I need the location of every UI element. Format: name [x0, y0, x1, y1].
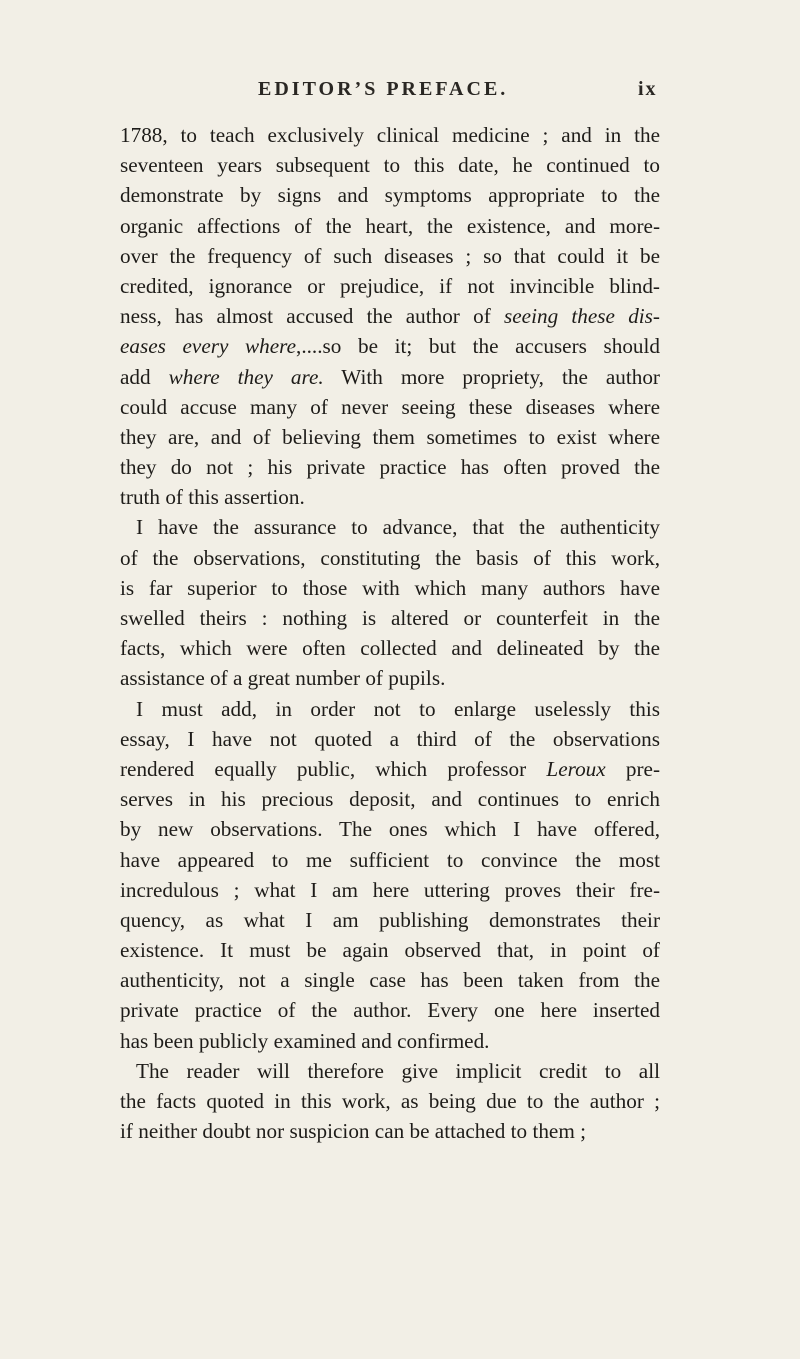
text-run: serves in his precious deposit, and continues to enrich	[120, 787, 660, 812]
text-run: of the observations, constituting the basis of this work,	[120, 545, 660, 570]
text-run: pre-	[605, 756, 660, 781]
text-line	[120, 1056, 660, 1086]
text-line	[120, 331, 660, 361]
text-line	[120, 603, 660, 633]
text-line	[120, 180, 660, 210]
text-line	[120, 422, 660, 452]
text-run: could accuse many of never seeing these diseases where	[120, 394, 660, 419]
text-line	[120, 120, 660, 150]
text-line	[120, 845, 660, 875]
text-run: add	[120, 364, 169, 389]
text-line	[120, 452, 660, 482]
text-line	[120, 271, 660, 301]
text-line	[120, 512, 660, 542]
paragraph	[120, 120, 660, 512]
text-line	[120, 754, 660, 784]
text-line	[120, 1026, 660, 1056]
paragraph	[120, 694, 660, 1056]
text-run: is far superior to those with which many authors have	[120, 575, 660, 600]
text-run: assistance of a great number of pupils.	[120, 666, 446, 691]
text-run: credited, ignorance or prejudice, if not invincible blind-	[120, 273, 660, 298]
paragraph	[120, 1056, 660, 1147]
text-run: rendered equally public, which professor	[120, 756, 547, 781]
text-run: has been publicly examined and confirmed.	[120, 1028, 490, 1053]
text-line	[120, 211, 660, 241]
text-run: if neither doubt nor suspicion can be attached to them ;	[120, 1119, 586, 1144]
page-number: ix	[638, 78, 658, 100]
text-run: they are, and of believing them sometimes to exist where	[120, 424, 660, 449]
text-run: ,....so be it; but the accusers should	[296, 334, 661, 359]
text-run: by new observations. The ones which I have offered,	[120, 817, 660, 842]
text-run: over the frequency of such diseases ; so that could it be	[120, 243, 660, 268]
paragraph	[120, 512, 660, 693]
text-line	[120, 392, 660, 422]
text-line	[120, 362, 660, 392]
text-run: incredulous ; what I am here uttering proves their fre-	[120, 877, 660, 902]
text-run: seventeen years subsequent to this date, he continued to	[120, 153, 660, 178]
text-line	[120, 784, 660, 814]
text-run: private practice of the author. Every one here inserted	[120, 998, 660, 1023]
running-head	[0, 78, 800, 108]
text-line	[120, 965, 660, 995]
text-run: The reader will therefore give implicit credit to all	[136, 1058, 660, 1083]
text-run: essay, I have not quoted a third of the observations	[120, 726, 660, 751]
text-run: existence. It must be again observed that, in point of	[120, 938, 660, 963]
text-line	[120, 1116, 660, 1146]
text-run: facts, which were often collected and delineated by the	[120, 636, 660, 661]
text-line	[120, 935, 660, 965]
text-line	[120, 241, 660, 271]
text-run: they do not ; his private practice has often proved the	[120, 455, 660, 480]
text-line	[120, 543, 660, 573]
italic-text: eases every where	[120, 334, 297, 359]
text-run: truth of this assertion.	[120, 485, 305, 510]
text-run: demonstrate by signs and symptoms appropriate to the	[120, 183, 660, 208]
text-line	[120, 150, 660, 180]
text-line	[120, 814, 660, 844]
text-line	[120, 724, 660, 754]
text-line	[120, 694, 660, 724]
text-line	[120, 482, 660, 512]
text-run: quency, as what I am publishing demonstrates their	[120, 907, 660, 932]
text-run: the facts quoted in this work, as being due to the author ;	[120, 1089, 660, 1113]
text-run: organic affections of the heart, the existence, and more-	[120, 213, 660, 238]
running-title: EDITOR’S PREFACE.	[258, 78, 509, 100]
text-line	[120, 1086, 660, 1116]
text-run: I must add, in order not to enlarge uselessly this	[136, 696, 660, 721]
text-run: ness, has almost accused the author of	[120, 304, 505, 329]
text-line	[120, 573, 660, 603]
text-run: I have the assurance to advance, that the authenticity	[136, 515, 660, 540]
italic-text: where they are.	[168, 364, 324, 389]
text-line	[120, 663, 660, 693]
text-line	[120, 633, 660, 663]
body-text	[120, 120, 660, 1146]
text-run: With more propriety, the author	[323, 364, 660, 389]
text-run: have appeared to me sufficient to convince the most	[120, 847, 660, 872]
text-run: swelled theirs : nothing is altered or counterfeit in the	[120, 606, 660, 630]
text-line	[120, 995, 660, 1025]
italic-text: seeing these dis-	[504, 304, 660, 329]
text-line	[120, 905, 660, 935]
italic-text: Leroux	[546, 756, 606, 781]
text-run: 1788, to teach exclusively clinical medicine ; and in the	[120, 123, 660, 147]
text-line	[120, 875, 660, 905]
text-run: authenticity, not a single case has been taken from the	[120, 968, 660, 993]
text-line	[120, 301, 660, 331]
